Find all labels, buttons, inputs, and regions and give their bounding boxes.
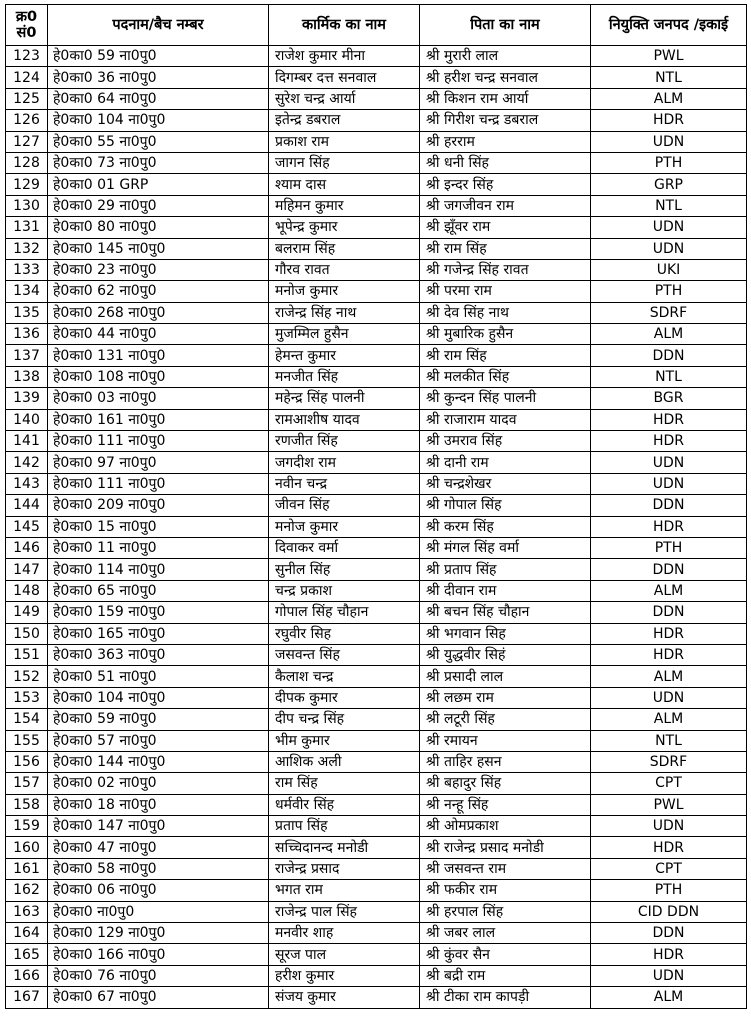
cell-personnel-name: हेमन्त कुमार [269,345,420,366]
cell-batch: हे0का0 02 ना0पु0 [48,773,269,794]
cell-personnel-name: मुजम्मिल हुसैन [269,324,420,345]
cell-father-name: श्री परमा राम [420,281,591,302]
cell-personnel-name: प्रकाश राम [269,131,420,152]
cell-batch: हे0का0 147 ना0पु0 [48,816,269,837]
cell-batch: हे0का0 268 ना0पु0 [48,302,269,323]
cell-personnel-name: गोपाल सिंह चौहान [269,602,420,623]
cell-unit: NTL [591,730,747,751]
table-row [6,495,747,516]
cell-father-name: श्री कुन्दन सिंह पालनी [420,388,591,409]
cell-personnel-name: राजेश कुमार मीना [269,46,420,67]
cell-unit: HDR [591,944,747,965]
table-row [6,302,747,323]
cell-serial: 146 [6,537,48,558]
cell-personnel-name: महिमन कुमार [269,195,420,216]
cell-unit: HDR [591,516,747,537]
cell-unit: ALM [591,580,747,601]
table-row [6,666,747,687]
cell-father-name: श्री हरपाल सिंह [420,901,591,922]
cell-unit: GRP [591,174,747,195]
cell-father-name: श्री धनी सिंह [420,152,591,173]
cell-unit: CPT [591,773,747,794]
header-row [6,5,747,46]
cell-father-name: श्री गिरीश चन्द्र डबराल [420,110,591,131]
table-row [6,858,747,879]
cell-serial: 145 [6,516,48,537]
cell-batch: हे0का0 114 ना0पु0 [48,559,269,580]
cell-father-name: श्री उमराव सिंह [420,431,591,452]
cell-father-name: श्री गोपाल सिंह [420,495,591,516]
cell-personnel-name: सुरेश चन्द्र आर्या [269,88,420,109]
cell-serial: 154 [6,709,48,730]
table-row [6,944,747,965]
cell-unit: NTL [591,366,747,387]
cell-serial: 163 [6,901,48,922]
personnel-list-sheet [5,4,746,1009]
cell-unit: ALM [591,324,747,345]
cell-unit: HDR [591,110,747,131]
table-row [6,965,747,986]
cell-serial: 129 [6,174,48,195]
table-body [6,46,747,1009]
cell-serial: 147 [6,559,48,580]
cell-batch: हे0का0 159 ना0पु0 [48,602,269,623]
cell-father-name: श्री हरीश चन्द्र सनवाल [420,67,591,88]
cell-unit: UDN [591,238,747,259]
cell-unit: PTH [591,281,747,302]
cell-batch: हे0का0 165 ना0पु0 [48,623,269,644]
cell-batch: हे0का0 129 ना0पु0 [48,923,269,944]
cell-personnel-name: दीप चन्द्र सिंह [269,709,420,730]
cell-father-name: श्री हरराम [420,131,591,152]
cell-personnel-name: जसवन्त सिंह [269,644,420,665]
cell-batch: हे0का0 104 ना0पु0 [48,110,269,131]
cell-batch: हे0का0 166 ना0पु0 [48,944,269,965]
cell-personnel-name: जीवन सिंह [269,495,420,516]
cell-serial: 142 [6,452,48,473]
cell-serial: 159 [6,816,48,837]
cell-unit: SDRF [591,302,747,323]
table-row [6,730,747,751]
cell-serial: 136 [6,324,48,345]
cell-batch: हे0का0 209 ना0पु0 [48,495,269,516]
cell-serial: 138 [6,366,48,387]
cell-unit: PWL [591,794,747,815]
cell-personnel-name: मनोज कुमार [269,516,420,537]
cell-personnel-name: महेन्द्र सिंह पालनी [269,388,420,409]
cell-batch: हे0का0 62 ना0पु0 [48,281,269,302]
personnel-table [5,4,747,1009]
header-serial: क्र0 सं0 [6,5,48,46]
table-row [6,131,747,152]
cell-unit: DDN [591,495,747,516]
cell-batch: हे0का0 145 ना0पु0 [48,238,269,259]
cell-unit: CID DDN [591,901,747,922]
cell-serial: 130 [6,195,48,216]
table-row [6,987,747,1008]
table-row [6,46,747,67]
table-row [6,345,747,366]
cell-batch: हे0का0 59 ना0पु0 [48,709,269,730]
cell-father-name: श्री रमायन [420,730,591,751]
cell-serial: 126 [6,110,48,131]
cell-personnel-name: भूपेन्द्र कुमार [269,217,420,238]
cell-serial: 148 [6,580,48,601]
cell-personnel-name: रणजीत सिंह [269,431,420,452]
cell-father-name: श्री युद्धवीर सिहं [420,644,591,665]
cell-serial: 143 [6,473,48,494]
cell-batch: हे0का0 36 ना0पु0 [48,67,269,88]
cell-father-name: श्री मुरारी लाल [420,46,591,67]
cell-unit: ALM [591,88,747,109]
cell-serial: 157 [6,773,48,794]
cell-father-name: श्री ओमप्रकाश [420,816,591,837]
cell-unit: ALM [591,666,747,687]
cell-personnel-name: जागन सिंह [269,152,420,173]
cell-unit: UKI [591,259,747,280]
cell-batch: हे0का0 67 ना0पु0 [48,987,269,1008]
cell-father-name: श्री मुबारिक हुसैन [420,324,591,345]
cell-father-name: श्री जगजीवन राम [420,195,591,216]
cell-batch: हे0का0 76 ना0पु0 [48,965,269,986]
table-row [6,901,747,922]
cell-father-name: श्री इन्दर सिंह [420,174,591,195]
table-row [6,324,747,345]
cell-father-name: श्री दानी राम [420,452,591,473]
table-row [6,473,747,494]
cell-unit: DDN [591,559,747,580]
cell-father-name: श्री लछम राम [420,687,591,708]
cell-father-name: श्री भगवान सिह [420,623,591,644]
cell-unit: UDN [591,217,747,238]
cell-unit: DDN [591,602,747,623]
table-row [6,409,747,430]
cell-batch: हे0का0 144 ना0पु0 [48,751,269,772]
cell-serial: 153 [6,687,48,708]
cell-personnel-name: श्याम दास [269,174,420,195]
cell-unit: HDR [591,409,747,430]
cell-unit: UDN [591,965,747,986]
cell-father-name: श्री जसवन्त राम [420,858,591,879]
cell-batch: हे0का0 01 GRP [48,174,269,195]
cell-batch: हे0का0 47 ना0पु0 [48,837,269,858]
cell-serial: 128 [6,152,48,173]
cell-unit: PWL [591,46,747,67]
cell-batch: हे0का0 111 ना0पु0 [48,473,269,494]
cell-father-name: श्री ताहिर हसन [420,751,591,772]
table-row [6,880,747,901]
cell-father-name: श्री टीका राम कापड़ी [420,987,591,1008]
cell-batch: हे0का0 97 ना0पु0 [48,452,269,473]
table-header [6,5,747,46]
cell-father-name: श्री राजेन्द्र प्रसाद मनोडी [420,837,591,858]
cell-personnel-name: मनवीर शाह [269,923,420,944]
cell-batch: हे0का0 55 ना0पु0 [48,131,269,152]
table-row [6,238,747,259]
cell-serial: 137 [6,345,48,366]
table-row [6,816,747,837]
cell-serial: 162 [6,880,48,901]
cell-unit: UDN [591,452,747,473]
cell-personnel-name: बलराम सिंह [269,238,420,259]
table-row [6,88,747,109]
table-row [6,687,747,708]
table-row [6,281,747,302]
cell-unit: UDN [591,473,747,494]
cell-personnel-name: राजेन्द्र सिंह नाथ [269,302,420,323]
cell-personnel-name: कैलाश चन्द्र [269,666,420,687]
table-row [6,602,747,623]
cell-personnel-name: राजेन्द्र प्रसाद [269,858,420,879]
table-row [6,623,747,644]
table-row [6,709,747,730]
cell-father-name: श्री प्रताप सिंह [420,559,591,580]
cell-serial: 133 [6,259,48,280]
cell-unit: BGR [591,388,747,409]
cell-personnel-name: हरीश कुमार [269,965,420,986]
cell-serial: 134 [6,281,48,302]
cell-father-name: श्री राम सिंह [420,345,591,366]
cell-father-name: श्री कुंवर सैन [420,944,591,965]
cell-unit: CPT [591,858,747,879]
cell-serial: 155 [6,730,48,751]
cell-batch: हे0का0 111 ना0पु0 [48,431,269,452]
cell-personnel-name: सुनील सिंह [269,559,420,580]
cell-father-name: श्री बचन सिंह चौहान [420,602,591,623]
table-row [6,152,747,173]
cell-personnel-name: मनोज कुमार [269,281,420,302]
cell-batch: हे0का0 23 ना0पु0 [48,259,269,280]
table-row [6,452,747,473]
cell-father-name: श्री राजाराम यादव [420,409,591,430]
cell-serial: 160 [6,837,48,858]
header-name: कार्मिक का नाम [269,5,420,46]
cell-father-name: श्री बहादुर सिंह [420,773,591,794]
cell-serial: 152 [6,666,48,687]
table-row [6,751,747,772]
cell-serial: 165 [6,944,48,965]
table-row [6,195,747,216]
cell-personnel-name: राजेन्द्र पाल सिंह [269,901,420,922]
table-row [6,559,747,580]
cell-batch: हे0का0 11 ना0पु0 [48,537,269,558]
cell-batch: हे0का0 29 ना0पु0 [48,195,269,216]
cell-personnel-name: इतेन्द्र डबराल [269,110,420,131]
cell-serial: 123 [6,46,48,67]
cell-serial: 124 [6,67,48,88]
table-row [6,580,747,601]
cell-unit: SDRF [591,751,747,772]
table-row [6,366,747,387]
cell-unit: NTL [591,195,747,216]
cell-serial: 144 [6,495,48,516]
cell-father-name: श्री देव सिंह नाथ [420,302,591,323]
cell-personnel-name: राम सिंह [269,773,420,794]
cell-batch: हे0का0 65 ना0पु0 [48,580,269,601]
cell-personnel-name: नवीन चन्द्र [269,473,420,494]
cell-batch: हे0का0 59 ना0पु0 [48,46,269,67]
cell-personnel-name: गौरव रावत [269,259,420,280]
table-row [6,388,747,409]
cell-serial: 141 [6,431,48,452]
cell-unit: UDN [591,687,747,708]
cell-serial: 135 [6,302,48,323]
cell-serial: 158 [6,794,48,815]
cell-father-name: श्री किशन राम आर्या [420,88,591,109]
cell-unit: DDN [591,345,747,366]
cell-unit: UDN [591,131,747,152]
cell-father-name: श्री प्रसादी लाल [420,666,591,687]
cell-batch: हे0का0 03 ना0पु0 [48,388,269,409]
cell-batch: हे0का0 161 ना0पु0 [48,409,269,430]
cell-personnel-name: आशिक अली [269,751,420,772]
cell-unit: HDR [591,623,747,644]
cell-batch: हे0का0 ना0पु0 [48,901,269,922]
cell-serial: 139 [6,388,48,409]
cell-batch: हे0का0 06 ना0पु0 [48,880,269,901]
cell-serial: 131 [6,217,48,238]
cell-serial: 150 [6,623,48,644]
table-row [6,516,747,537]
cell-personnel-name: भगत राम [269,880,420,901]
cell-batch: हे0का0 64 ना0पु0 [48,88,269,109]
cell-personnel-name: सच्चिदानन्द मनोडी [269,837,420,858]
cell-batch: हे0का0 131 ना0पु0 [48,345,269,366]
table-row [6,259,747,280]
cell-batch: हे0का0 58 ना0पु0 [48,858,269,879]
cell-serial: 151 [6,644,48,665]
cell-serial: 166 [6,965,48,986]
table-row [6,174,747,195]
cell-father-name: श्री झूँवर राम [420,217,591,238]
cell-unit: PTH [591,537,747,558]
cell-unit: NTL [591,67,747,88]
cell-batch: हे0का0 57 ना0पु0 [48,730,269,751]
cell-personnel-name: प्रताप सिंह [269,816,420,837]
header-father: पिता का नाम [420,5,591,46]
table-row [6,837,747,858]
cell-unit: DDN [591,923,747,944]
cell-father-name: श्री बद्री राम [420,965,591,986]
cell-unit: PTH [591,880,747,901]
cell-father-name: श्री करम सिंह [420,516,591,537]
cell-personnel-name: धर्मवीर सिंह [269,794,420,815]
cell-personnel-name: दिगम्बर दत्त सनवाल [269,67,420,88]
cell-batch: हे0का0 108 ना0पु0 [48,366,269,387]
cell-father-name: श्री मलकीत सिंह [420,366,591,387]
cell-serial: 132 [6,238,48,259]
cell-father-name: श्री मंगल सिंह वर्मा [420,537,591,558]
cell-batch: हे0का0 18 ना0पु0 [48,794,269,815]
cell-personnel-name: दिवाकर वर्मा [269,537,420,558]
cell-batch: हे0का0 80 ना0पु0 [48,217,269,238]
cell-serial: 161 [6,858,48,879]
cell-unit: HDR [591,644,747,665]
cell-unit: ALM [591,709,747,730]
table-row [6,794,747,815]
cell-batch: हे0का0 73 ना0पु0 [48,152,269,173]
cell-batch: हे0का0 15 ना0पु0 [48,516,269,537]
table-row [6,431,747,452]
cell-personnel-name: रघुवीर सिह [269,623,420,644]
cell-unit: PTH [591,152,747,173]
cell-unit: HDR [591,837,747,858]
cell-personnel-name: रामआशीष यादव [269,409,420,430]
cell-serial: 125 [6,88,48,109]
header-unit: नियुक्ति जनपद /इकाई [591,5,747,46]
table-row [6,537,747,558]
cell-father-name: श्री चन्द्रशेखर [420,473,591,494]
cell-serial: 127 [6,131,48,152]
cell-personnel-name: भीम कुमार [269,730,420,751]
header-batch: पदनाम/बैच नम्बर [48,5,269,46]
cell-father-name: श्री नन्हू सिंह [420,794,591,815]
table-row [6,773,747,794]
cell-unit: ALM [591,987,747,1008]
cell-father-name: श्री दीवान राम [420,580,591,601]
cell-batch: हे0का0 51 ना0पु0 [48,666,269,687]
cell-father-name: श्री लटूरी सिंह [420,709,591,730]
table-row [6,644,747,665]
cell-personnel-name: संजय कुमार [269,987,420,1008]
cell-personnel-name: जगदीश राम [269,452,420,473]
cell-personnel-name: मनजीत सिंह [269,366,420,387]
cell-personnel-name: चन्द्र प्रकाश [269,580,420,601]
cell-serial: 149 [6,602,48,623]
cell-serial: 156 [6,751,48,772]
cell-serial: 164 [6,923,48,944]
table-row [6,67,747,88]
cell-batch: हे0का0 104 ना0पु0 [48,687,269,708]
cell-father-name: श्री गजेन्द्र सिंह रावत [420,259,591,280]
cell-father-name: श्री फकीर राम [420,880,591,901]
cell-father-name: श्री जबर लाल [420,923,591,944]
table-row [6,217,747,238]
table-row [6,923,747,944]
cell-father-name: श्री राम सिंह [420,238,591,259]
cell-serial: 140 [6,409,48,430]
cell-batch: हे0का0 363 ना0पु0 [48,644,269,665]
cell-personnel-name: सूरज पाल [269,944,420,965]
cell-unit: UDN [591,816,747,837]
cell-serial: 167 [6,987,48,1008]
cell-unit: HDR [591,431,747,452]
cell-personnel-name: दीपक कुमार [269,687,420,708]
table-row [6,110,747,131]
cell-batch: हे0का0 44 ना0पु0 [48,324,269,345]
